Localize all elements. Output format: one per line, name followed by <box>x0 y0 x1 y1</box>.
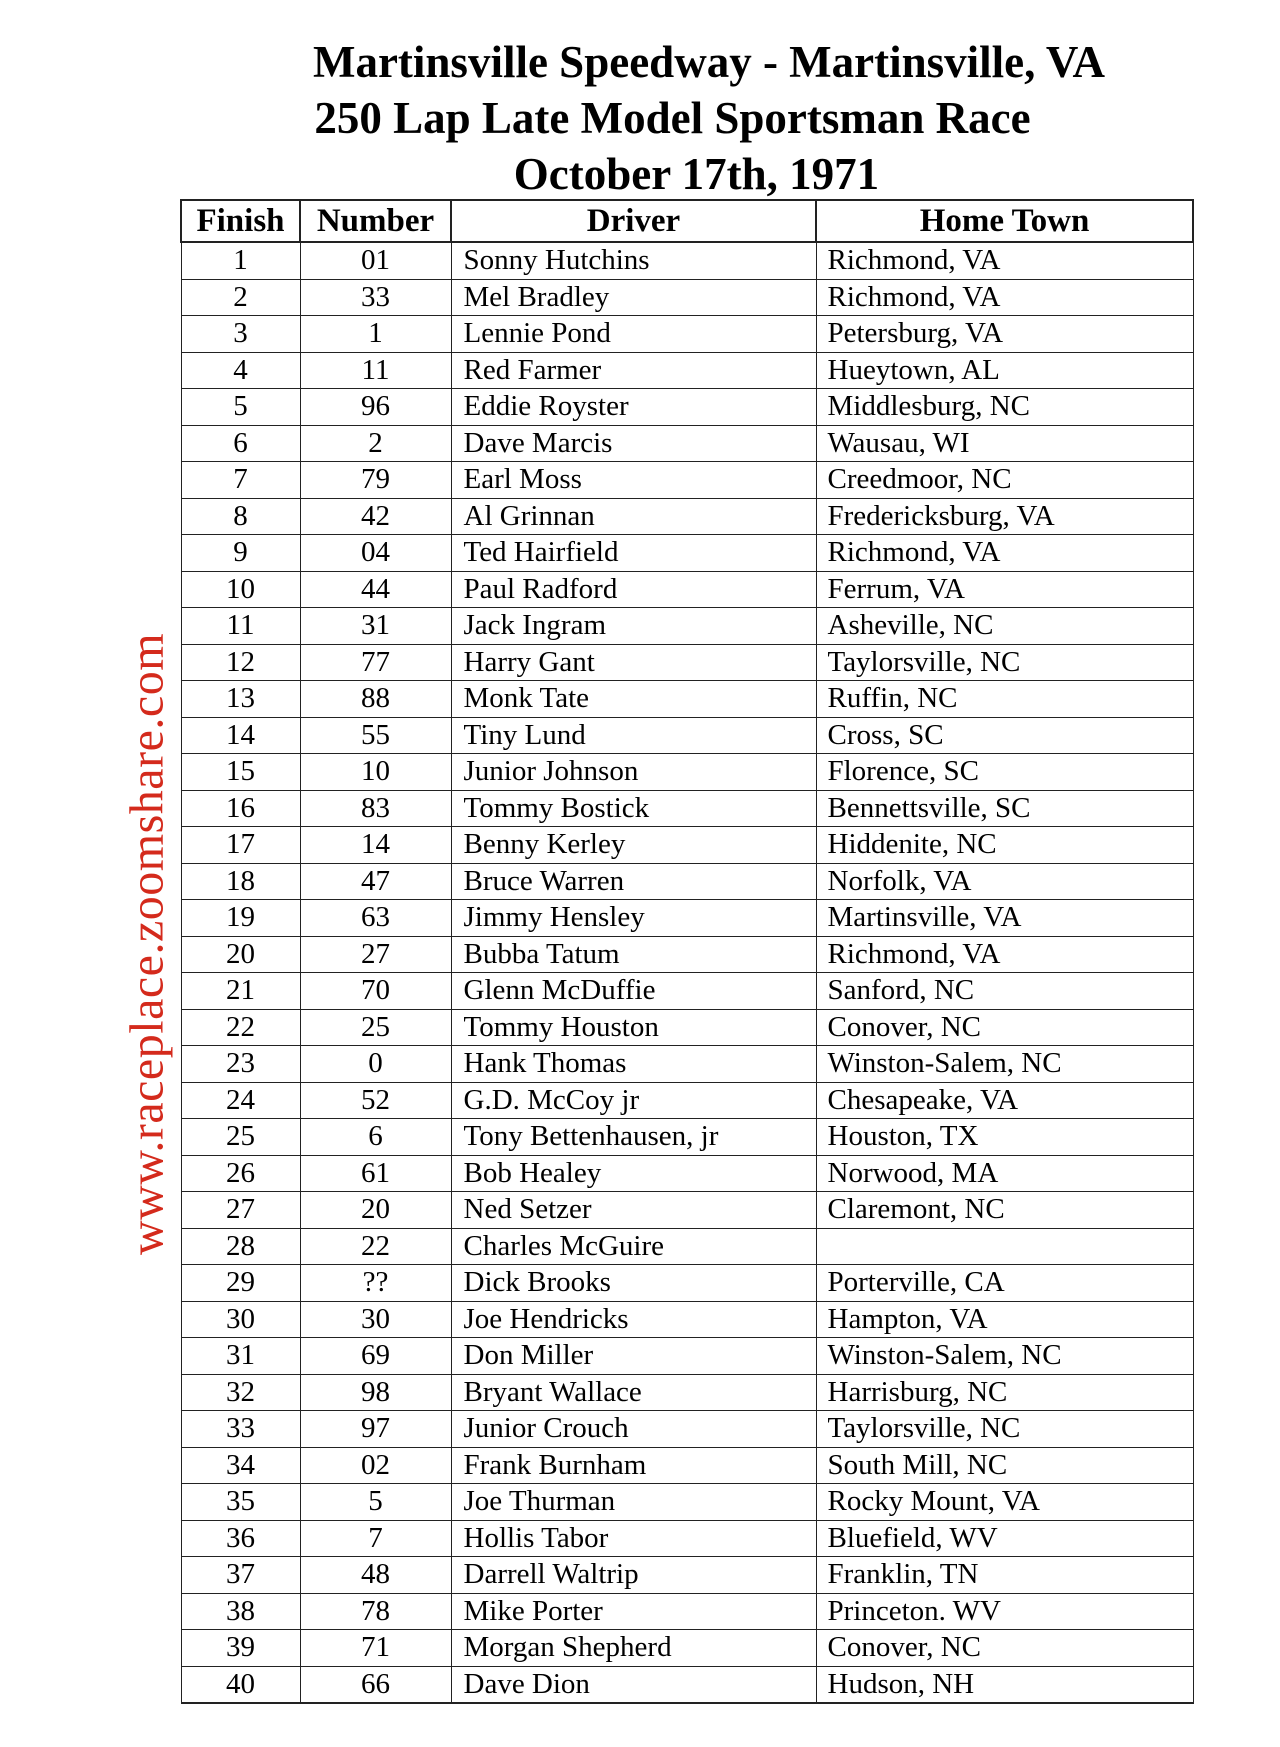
car-number-cell: 10 <box>300 754 451 791</box>
header-hometown: Home Town <box>816 200 1193 242</box>
car-number-cell: 69 <box>300 1338 451 1375</box>
car-number-cell: 14 <box>300 827 451 864</box>
table-row <box>181 1338 1193 1375</box>
hometown-cell: Hudson, NH <box>816 1666 1193 1703</box>
table-row <box>181 973 1193 1010</box>
driver-cell: Red Farmer <box>451 352 816 389</box>
driver-cell: Benny Kerley <box>451 827 816 864</box>
car-number-cell: 79 <box>300 462 451 499</box>
hometown-cell: Rocky Mount, VA <box>816 1484 1193 1521</box>
driver-cell: Glenn McDuffie <box>451 973 816 1010</box>
driver-cell: Bob Healey <box>451 1155 816 1192</box>
finish-cell: 29 <box>181 1265 300 1302</box>
finish-cell: 16 <box>181 790 300 827</box>
hometown-cell: Richmond, VA <box>816 936 1193 973</box>
finish-cell: 18 <box>181 863 300 900</box>
car-number-cell: 01 <box>300 242 451 279</box>
hometown-cell: Taylorsville, NC <box>816 644 1193 681</box>
hometown-cell: Franklin, TN <box>816 1557 1193 1594</box>
finish-cell: 30 <box>181 1301 300 1338</box>
driver-cell: Monk Tate <box>451 681 816 718</box>
car-number-cell: 78 <box>300 1593 451 1630</box>
hometown-cell: Ferrum, VA <box>816 571 1193 608</box>
driver-cell: Junior Crouch <box>451 1411 816 1448</box>
table-row <box>181 389 1193 426</box>
hometown-cell: Hueytown, AL <box>816 352 1193 389</box>
hometown-cell: Florence, SC <box>816 754 1193 791</box>
hometown-cell: Martinsville, VA <box>816 900 1193 937</box>
finish-cell: 20 <box>181 936 300 973</box>
driver-cell: Ned Setzer <box>451 1192 816 1229</box>
title-date: October 17th, 1971 <box>513 149 880 199</box>
hometown-cell: Taylorsville, NC <box>816 1411 1193 1448</box>
car-number-cell: 70 <box>300 973 451 1010</box>
hometown-cell: Claremont, NC <box>816 1192 1193 1229</box>
finish-cell: 40 <box>181 1666 300 1703</box>
table-row <box>181 1301 1193 1338</box>
hometown-cell: Winston-Salem, NC <box>816 1046 1193 1083</box>
finish-cell: 31 <box>181 1338 300 1375</box>
car-number-cell: 97 <box>300 1411 451 1448</box>
table-row <box>181 535 1193 572</box>
car-number-cell: 0 <box>300 1046 451 1083</box>
driver-cell: Dave Marcis <box>451 425 816 462</box>
car-number-cell: 71 <box>300 1630 451 1667</box>
car-number-cell: 5 <box>300 1484 451 1521</box>
driver-cell: Harry Gant <box>451 644 816 681</box>
car-number-cell: 98 <box>300 1374 451 1411</box>
hometown-cell: Hampton, VA <box>816 1301 1193 1338</box>
finish-cell: 37 <box>181 1557 300 1594</box>
car-number-cell: 2 <box>300 425 451 462</box>
car-number-cell: 7 <box>300 1520 451 1557</box>
table-row <box>181 1666 1193 1703</box>
driver-cell: Dick Brooks <box>451 1265 816 1302</box>
table-row <box>181 1593 1193 1630</box>
table-row <box>181 1228 1193 1265</box>
website-watermark: www.raceplace.zoomshare.com <box>120 632 174 1256</box>
finish-cell: 23 <box>181 1046 300 1083</box>
finish-cell: 34 <box>181 1447 300 1484</box>
table-row <box>181 242 1193 279</box>
finish-cell: 5 <box>181 389 300 426</box>
hometown-cell: Winston-Salem, NC <box>816 1338 1193 1375</box>
car-number-cell: 96 <box>300 389 451 426</box>
hometown-cell: Wausau, WI <box>816 425 1193 462</box>
car-number-cell: 30 <box>300 1301 451 1338</box>
table-row <box>181 1046 1193 1083</box>
table-row <box>181 498 1193 535</box>
finish-cell: 10 <box>181 571 300 608</box>
finish-cell: 1 <box>181 242 300 279</box>
table-row <box>181 352 1193 389</box>
finish-cell: 9 <box>181 535 300 572</box>
table-row <box>181 900 1193 937</box>
table-row <box>181 1265 1193 1302</box>
driver-cell: Bruce Warren <box>451 863 816 900</box>
hometown-cell: Conover, NC <box>816 1009 1193 1046</box>
car-number-cell: 33 <box>300 279 451 316</box>
hometown-cell: Fredericksburg, VA <box>816 498 1193 535</box>
table-row <box>181 1192 1193 1229</box>
finish-cell: 32 <box>181 1374 300 1411</box>
title-track: Martinsville Speedway - Martinsville, VA <box>312 37 1106 87</box>
table-row <box>181 1009 1193 1046</box>
table-row <box>181 1484 1193 1521</box>
table-row <box>181 608 1193 645</box>
car-number-cell: 47 <box>300 863 451 900</box>
driver-cell: Jimmy Hensley <box>451 900 816 937</box>
driver-cell: Dave Dion <box>451 1666 816 1703</box>
table-row <box>181 1374 1193 1411</box>
driver-cell: Hank Thomas <box>451 1046 816 1083</box>
hometown-cell <box>816 1228 1193 1265</box>
hometown-cell: Richmond, VA <box>816 279 1193 316</box>
driver-cell: Earl Moss <box>451 462 816 499</box>
driver-cell: Joe Thurman <box>451 1484 816 1521</box>
table-row <box>181 863 1193 900</box>
driver-cell: Tommy Houston <box>451 1009 816 1046</box>
finish-cell: 7 <box>181 462 300 499</box>
driver-cell: Tommy Bostick <box>451 790 816 827</box>
finish-cell: 19 <box>181 900 300 937</box>
car-number-cell: 88 <box>300 681 451 718</box>
table-row <box>181 681 1193 718</box>
finish-cell: 39 <box>181 1630 300 1667</box>
table-row <box>181 644 1193 681</box>
hometown-cell: South Mill, NC <box>816 1447 1193 1484</box>
hometown-cell: Princeton. WV <box>816 1593 1193 1630</box>
car-number-cell: 20 <box>300 1192 451 1229</box>
finish-cell: 25 <box>181 1119 300 1156</box>
driver-cell: Mel Bradley <box>451 279 816 316</box>
header-driver: Driver <box>451 200 816 242</box>
table-row <box>181 1447 1193 1484</box>
car-number-cell: ?? <box>300 1265 451 1302</box>
table-row <box>181 754 1193 791</box>
car-number-cell: 48 <box>300 1557 451 1594</box>
car-number-cell: 02 <box>300 1447 451 1484</box>
driver-cell: Hollis Tabor <box>451 1520 816 1557</box>
car-number-cell: 42 <box>300 498 451 535</box>
driver-cell: Joe Hendricks <box>451 1301 816 1338</box>
table-row <box>181 827 1193 864</box>
car-number-cell: 83 <box>300 790 451 827</box>
driver-cell: Tony Bettenhausen, jr <box>451 1119 816 1156</box>
driver-cell: Paul Radford <box>451 571 816 608</box>
finish-cell: 24 <box>181 1082 300 1119</box>
car-number-cell: 44 <box>300 571 451 608</box>
driver-cell: Don Miller <box>451 1338 816 1375</box>
hometown-cell: Petersburg, VA <box>816 316 1193 353</box>
finish-cell: 38 <box>181 1593 300 1630</box>
table-row <box>181 571 1193 608</box>
driver-cell: Al Grinnan <box>451 498 816 535</box>
hometown-cell: Cross, SC <box>816 717 1193 754</box>
car-number-cell: 25 <box>300 1009 451 1046</box>
table-row <box>181 316 1193 353</box>
table-row <box>181 1520 1193 1557</box>
table-row <box>181 462 1193 499</box>
finish-cell: 36 <box>181 1520 300 1557</box>
driver-cell: G.D. McCoy jr <box>451 1082 816 1119</box>
driver-cell: Bubba Tatum <box>451 936 816 973</box>
table-row <box>181 1155 1193 1192</box>
finish-cell: 26 <box>181 1155 300 1192</box>
hometown-cell: Chesapeake, VA <box>816 1082 1193 1119</box>
finish-cell: 6 <box>181 425 300 462</box>
driver-cell: Tiny Lund <box>451 717 816 754</box>
car-number-cell: 66 <box>300 1666 451 1703</box>
table-row <box>181 1119 1193 1156</box>
car-number-cell: 55 <box>300 717 451 754</box>
table-row <box>181 1630 1193 1667</box>
results-table <box>180 199 1194 1704</box>
driver-cell: Ted Hairfield <box>451 535 816 572</box>
hometown-cell: Bennettsville, SC <box>816 790 1193 827</box>
hometown-cell: Harrisburg, NC <box>816 1374 1193 1411</box>
finish-cell: 27 <box>181 1192 300 1229</box>
finish-cell: 22 <box>181 1009 300 1046</box>
finish-cell: 28 <box>181 1228 300 1265</box>
hometown-cell: Richmond, VA <box>816 535 1193 572</box>
car-number-cell: 27 <box>300 936 451 973</box>
table-header-row <box>181 200 1193 242</box>
driver-cell: Frank Burnham <box>451 1447 816 1484</box>
car-number-cell: 22 <box>300 1228 451 1265</box>
header-number: Number <box>300 200 451 242</box>
table-row <box>181 936 1193 973</box>
car-number-cell: 04 <box>300 535 451 572</box>
finish-cell: 21 <box>181 973 300 1010</box>
finish-cell: 4 <box>181 352 300 389</box>
driver-cell: Morgan Shepherd <box>451 1630 816 1667</box>
car-number-cell: 31 <box>300 608 451 645</box>
title-race: 250 Lap Late Model Sportsman Race <box>314 93 1031 143</box>
finish-cell: 2 <box>181 279 300 316</box>
finish-cell: 15 <box>181 754 300 791</box>
table-row <box>181 425 1193 462</box>
finish-cell: 11 <box>181 608 300 645</box>
car-number-cell: 52 <box>300 1082 451 1119</box>
hometown-cell: Sanford, NC <box>816 973 1193 1010</box>
car-number-cell: 61 <box>300 1155 451 1192</box>
table-row <box>181 1082 1193 1119</box>
driver-cell: Charles McGuire <box>451 1228 816 1265</box>
header-finish: Finish <box>181 200 300 242</box>
car-number-cell: 11 <box>300 352 451 389</box>
hometown-cell: Norfolk, VA <box>816 863 1193 900</box>
results-body <box>181 242 1193 1703</box>
finish-cell: 3 <box>181 316 300 353</box>
car-number-cell: 63 <box>300 900 451 937</box>
finish-cell: 35 <box>181 1484 300 1521</box>
hometown-cell: Middlesburg, NC <box>816 389 1193 426</box>
hometown-cell: Hiddenite, NC <box>816 827 1193 864</box>
hometown-cell: Creedmoor, NC <box>816 462 1193 499</box>
car-number-cell: 77 <box>300 644 451 681</box>
table-row <box>181 790 1193 827</box>
driver-cell: Lennie Pond <box>451 316 816 353</box>
table-row <box>181 1411 1193 1448</box>
driver-cell: Darrell Waltrip <box>451 1557 816 1594</box>
finish-cell: 13 <box>181 681 300 718</box>
hometown-cell: Norwood, MA <box>816 1155 1193 1192</box>
finish-cell: 12 <box>181 644 300 681</box>
table-row <box>181 279 1193 316</box>
driver-cell: Eddie Royster <box>451 389 816 426</box>
car-number-cell: 6 <box>300 1119 451 1156</box>
hometown-cell: Conover, NC <box>816 1630 1193 1667</box>
finish-cell: 8 <box>181 498 300 535</box>
hometown-cell: Ruffin, NC <box>816 681 1193 718</box>
driver-cell: Sonny Hutchins <box>451 242 816 279</box>
driver-cell: Jack Ingram <box>451 608 816 645</box>
hometown-cell: Bluefield, WV <box>816 1520 1193 1557</box>
driver-cell: Bryant Wallace <box>451 1374 816 1411</box>
hometown-cell: Porterville, CA <box>816 1265 1193 1302</box>
finish-cell: 33 <box>181 1411 300 1448</box>
table-row <box>181 717 1193 754</box>
driver-cell: Mike Porter <box>451 1593 816 1630</box>
hometown-cell: Richmond, VA <box>816 242 1193 279</box>
hometown-cell: Houston, TX <box>816 1119 1193 1156</box>
finish-cell: 14 <box>181 717 300 754</box>
page-title <box>0 34 1280 202</box>
driver-cell: Junior Johnson <box>451 754 816 791</box>
car-number-cell: 1 <box>300 316 451 353</box>
finish-cell: 17 <box>181 827 300 864</box>
hometown-cell: Asheville, NC <box>816 608 1193 645</box>
table-row <box>181 1557 1193 1594</box>
